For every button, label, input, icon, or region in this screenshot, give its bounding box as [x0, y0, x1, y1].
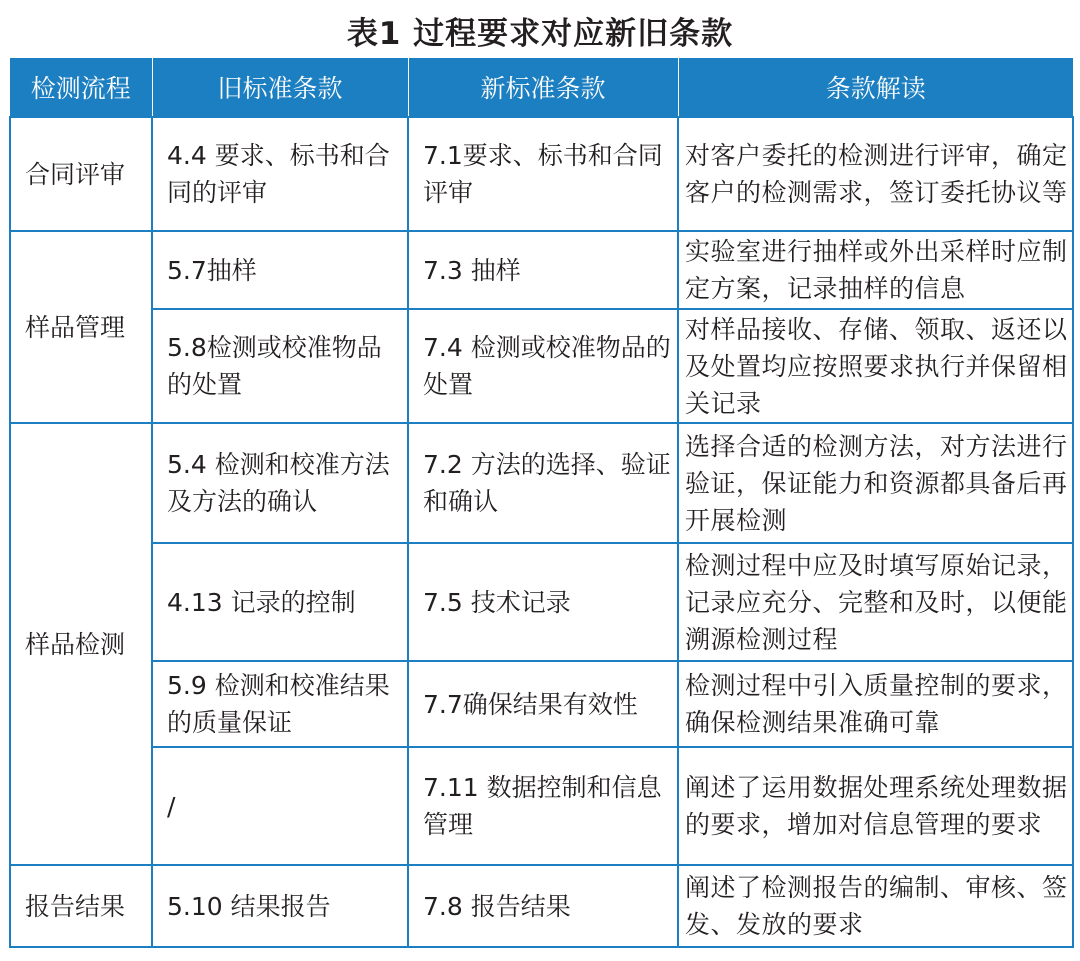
interpretation-cell: 对客户委托的检测进行评审，确定客户的检测需求，签订委托协议等	[678, 117, 1073, 231]
interpretation-cell: 选择合适的检测方法，对方法进行验证，保证能力和资源都具备后再开展检测	[678, 423, 1073, 543]
header-old-clause: 旧标准条款	[152, 58, 408, 117]
old-clause-cell: 4.4 要求、标书和合同的评审	[152, 117, 408, 231]
table-row	[10, 231, 1073, 309]
header-interpretation: 条款解读	[678, 58, 1073, 117]
new-clause-cell: 7.8 报告结果	[408, 865, 678, 947]
table-row	[10, 543, 1073, 661]
header-row	[10, 58, 1073, 117]
interpretation-cell: 检测过程中引入质量控制的要求，确保检测结果准确可靠	[678, 661, 1073, 747]
header-new-clause: 新标准条款	[408, 58, 678, 117]
old-clause-cell: 5.8检测或校准物品的处置	[152, 309, 408, 423]
process-cell: 合同评审	[10, 117, 152, 231]
table-row	[10, 423, 1073, 543]
table-row	[10, 309, 1073, 423]
table-row	[10, 117, 1073, 231]
interpretation-cell: 检测过程中应及时填写原始记录，记录应充分、完整和及时，以便能溯源检测过程	[678, 543, 1073, 661]
old-clause-cell: 5.10 结果报告	[152, 865, 408, 947]
table-row	[10, 747, 1073, 865]
old-clause-cell: 5.9 检测和校准结果的质量保证	[152, 661, 408, 747]
process-cell: 报告结果	[10, 865, 152, 947]
new-clause-cell: 7.7确保结果有效性	[408, 661, 678, 747]
interpretation-cell: 对样品接收、存储、领取、返还以及处置均应按照要求执行并保留相关记录	[678, 309, 1073, 423]
process-cell: 样品管理	[10, 231, 152, 423]
interpretation-cell: 实验室进行抽样或外出采样时应制定方案，记录抽样的信息	[678, 231, 1073, 309]
clause-table	[9, 58, 1074, 948]
process-cell: 样品检测	[10, 423, 152, 865]
old-clause-cell: 4.13 记录的控制	[152, 543, 408, 661]
new-clause-cell: 7.5 技术记录	[408, 543, 678, 661]
old-clause-cell: /	[152, 747, 408, 865]
new-clause-cell: 7.2 方法的选择、验证和确认	[408, 423, 678, 543]
new-clause-cell: 7.11 数据控制和信息管理	[408, 747, 678, 865]
new-clause-cell: 7.3 抽样	[408, 231, 678, 309]
interpretation-cell: 阐述了检测报告的编制、审核、签发、发放的要求	[678, 865, 1073, 947]
new-clause-cell: 7.1要求、标书和合同评审	[408, 117, 678, 231]
table-row	[10, 865, 1073, 947]
new-clause-cell: 7.4 检测或校准物品的处置	[408, 309, 678, 423]
interpretation-cell: 阐述了运用数据处理系统处理数据的要求，增加对信息管理的要求	[678, 747, 1073, 865]
old-clause-cell: 5.7抽样	[152, 231, 408, 309]
table-title: 表1 过程要求对应新旧条款	[346, 16, 734, 52]
old-clause-cell: 5.4 检测和校准方法及方法的确认	[152, 423, 408, 543]
header-process: 检测流程	[10, 58, 152, 117]
table-row	[10, 661, 1073, 747]
